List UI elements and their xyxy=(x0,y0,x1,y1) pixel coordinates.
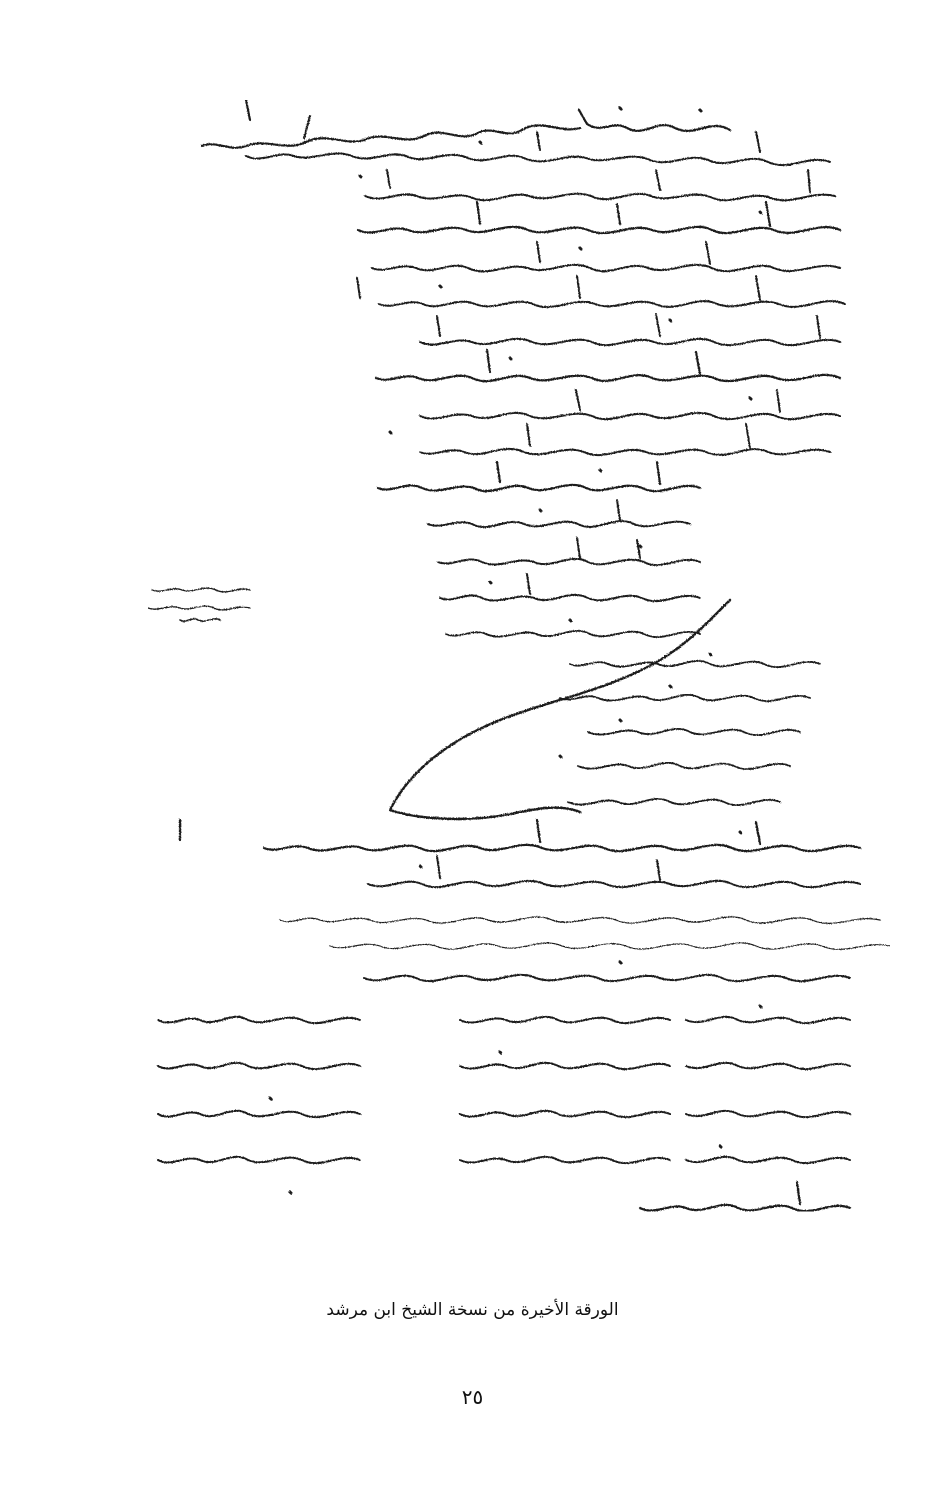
page-number: ٢٥ xyxy=(461,1385,484,1409)
manuscript-image xyxy=(60,80,920,1270)
figure-caption: الورقة الأخيرة من نسخة الشيخ ابن مرشد xyxy=(326,1300,619,1320)
handwritten-manuscript-drawing xyxy=(60,80,920,1270)
